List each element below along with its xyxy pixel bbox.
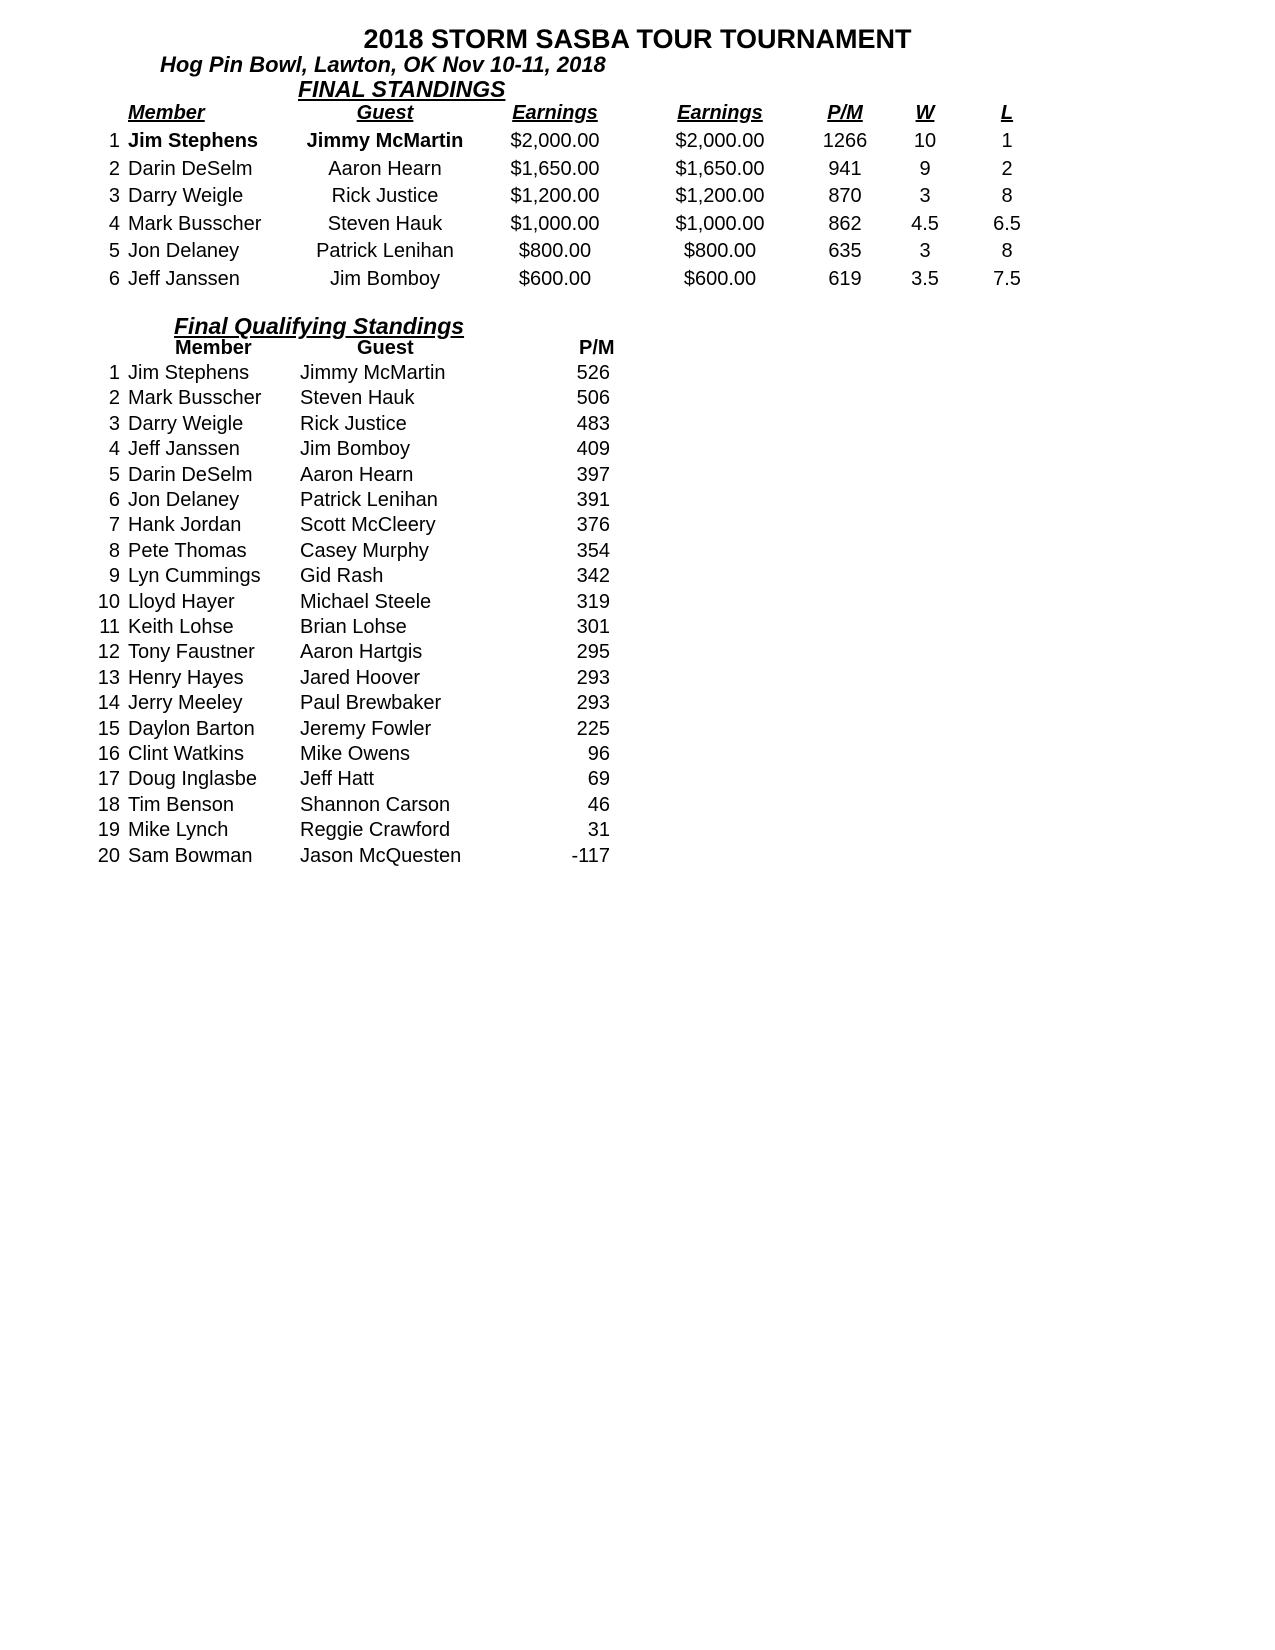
table-row [0,514,700,538]
w-cell: 3 [919,185,931,207]
earnings-1-cell: $1,650.00 [510,158,600,180]
header-pm: P/M [579,337,615,359]
member-cell: Keith Lohse [128,616,234,638]
table-row [0,591,700,615]
guest-cell: Jim Bomboy [329,268,441,290]
rank-cell: 6 [108,268,120,290]
rank-cell: 4 [108,438,120,460]
pm-cell: 69 [587,768,610,790]
member-cell: Jon Delaney [128,240,240,262]
guest-cell: Steven Hauk [327,213,443,235]
pm-cell: 635 [828,240,862,262]
earnings-2-cell: $1,200.00 [675,185,765,207]
earnings-2-cell: $2,000.00 [675,130,765,152]
w-cell: 10 [913,130,937,152]
rank-cell: 8 [108,540,120,562]
table-row [0,794,700,818]
table-row [0,413,700,437]
member-cell: Darin DeSelm [128,158,253,180]
guest-cell: Steven Hauk [300,387,415,409]
member-cell: Jeff Janssen [128,438,240,460]
w-cell: 3.5 [911,268,939,290]
rank-cell: 3 [108,185,120,207]
pm-cell: -117 [571,845,610,867]
member-cell: Jim Stephens [128,362,250,384]
pm-cell: 46 [587,794,610,816]
rank-cell: 11 [99,616,120,638]
pm-cell: 483 [576,413,610,435]
table-row [0,213,1275,237]
table-row [0,845,700,869]
l-cell: 6.5 [993,213,1021,235]
w-cell: 4.5 [911,213,939,235]
guest-cell: Scott McCleery [300,514,436,536]
earnings-2-cell: $600.00 [683,268,757,290]
guest-cell: Paul Brewbaker [300,692,442,714]
member-cell: Darin DeSelm [128,464,253,486]
earnings-2-cell: $1,650.00 [675,158,765,180]
pm-cell: 293 [576,667,610,689]
qualifying-standings-header-row [0,337,700,361]
guest-cell: Rick Justice [300,413,407,435]
page-title: 2018 STORM SASBA TOUR TOURNAMENT [363,24,912,54]
rank-cell: 17 [97,768,120,790]
guest-cell: Jason McQuesten [300,845,462,867]
member-cell: Hank Jordan [128,514,242,536]
member-cell: Mark Busscher [128,387,262,409]
header-guest: Guest [357,337,414,359]
guest-cell: Aaron Hartgis [300,641,423,663]
pm-cell: 301 [576,616,610,638]
member-cell: Henry Hayes [128,667,244,689]
table-row [0,362,700,386]
table-row [0,641,700,665]
member-cell: Mike Lynch [128,819,229,841]
w-cell: 9 [919,158,931,180]
pm-cell: 295 [576,641,610,663]
earnings-2-cell: $800.00 [683,240,757,262]
guest-cell: Rick Justice [331,185,439,207]
guest-cell: Jimmy McMartin [300,362,446,384]
pm-cell: 397 [576,464,610,486]
table-row [0,692,700,716]
guest-cell: Aaron Hearn [328,158,442,180]
rank-cell: 19 [97,819,120,841]
pm-cell: 526 [576,362,610,384]
pm-cell: 225 [576,718,610,740]
rank-cell: 15 [97,718,120,740]
table-row [0,387,700,411]
rank-cell: 5 [108,464,120,486]
table-row [0,438,700,462]
header-guest: Guest [356,102,414,124]
rank-cell: 2 [108,158,120,180]
guest-cell: Casey Murphy [300,540,429,562]
pm-cell: 619 [828,268,862,290]
pm-cell: 319 [576,591,610,613]
rank-cell: 1 [108,130,120,152]
rank-cell: 14 [97,692,120,714]
table-row [0,616,700,640]
rank-cell: 16 [97,743,120,765]
header-pm: P/M [827,102,863,124]
rank-cell: 12 [97,641,120,663]
member-cell: Sam Bowman [128,845,253,867]
l-cell: 8 [1001,240,1013,262]
rank-cell: 6 [108,489,120,511]
rank-cell: 9 [108,565,120,587]
member-cell: Lloyd Hayer [128,591,235,613]
table-row [0,768,700,792]
header-earnings-2: Earnings [677,102,763,124]
table-row [0,464,700,488]
guest-cell: Jim Bomboy [300,438,411,460]
qualifying-standings-heading: Final Qualifying Standings [174,313,465,339]
earnings-2-cell: $1,000.00 [675,213,765,235]
member-cell: Pete Thomas [128,540,247,562]
table-row [0,540,700,564]
pm-cell: 342 [576,565,610,587]
member-cell: Tim Benson [128,794,234,816]
table-row [0,158,1275,182]
header-l: L [1000,102,1014,124]
pm-cell: 96 [587,743,610,765]
guest-cell: Reggie Crawford [300,819,451,841]
member-cell: Tony Faustner [128,641,255,663]
earnings-1-cell: $2,000.00 [510,130,600,152]
pm-cell: 31 [587,819,610,841]
member-cell: Jim Stephens [128,130,259,152]
pm-cell: 409 [576,438,610,460]
guest-cell: Jimmy McMartin [306,130,464,152]
table-row [0,667,700,691]
final-standings-header-row [0,102,1275,126]
guest-cell: Michael Steele [300,591,432,613]
pm-cell: 941 [828,158,862,180]
l-cell: 1 [1001,130,1013,152]
final-standings-heading: FINAL STANDINGS [298,76,506,102]
guest-cell: Shannon Carson [300,794,451,816]
table-row [0,819,700,843]
table-row [0,565,700,589]
guest-cell: Patrick Lenihan [300,489,438,511]
earnings-1-cell: $800.00 [518,240,592,262]
rank-cell: 4 [108,213,120,235]
table-row [0,240,1275,264]
pm-cell: 862 [828,213,862,235]
header-member: Member [128,102,205,124]
l-cell: 7.5 [993,268,1021,290]
table-row [0,743,700,767]
w-cell: 3 [919,240,931,262]
rank-cell: 3 [108,413,120,435]
header-w: W [915,102,935,124]
rank-cell: 1 [108,362,120,384]
earnings-1-cell: $1,200.00 [510,185,600,207]
rank-cell: 7 [108,514,120,536]
l-cell: 8 [1001,185,1013,207]
member-cell: Darry Weigle [128,185,244,207]
earnings-1-cell: $600.00 [518,268,592,290]
member-cell: Darry Weigle [128,413,244,435]
guest-cell: Aaron Hearn [300,464,414,486]
header-member: Member [175,337,252,359]
member-cell: Doug Inglasbe [128,768,257,790]
rank-cell: 13 [97,667,120,689]
event-subtitle: Hog Pin Bowl, Lawton, OK Nov 10-11, 2018 [160,52,606,77]
member-cell: Jeff Janssen [128,268,240,290]
pm-cell: 293 [576,692,610,714]
member-cell: Daylon Barton [128,718,255,740]
header-earnings-1: Earnings [512,102,598,124]
l-cell: 2 [1001,158,1013,180]
member-cell: Jerry Meeley [128,692,243,714]
rank-cell: 10 [97,591,120,613]
guest-cell: Jeremy Fowler [300,718,432,740]
guest-cell: Mike Owens [300,743,411,765]
pm-cell: 354 [576,540,610,562]
rank-cell: 20 [97,845,120,867]
guest-cell: Jeff Hatt [300,768,375,790]
member-cell: Mark Busscher [128,213,262,235]
table-row [0,130,1275,154]
member-cell: Jon Delaney [128,489,240,511]
pm-cell: 1266 [822,130,868,152]
earnings-1-cell: $1,000.00 [510,213,600,235]
table-row [0,718,700,742]
pm-cell: 376 [576,514,610,536]
table-row [0,489,700,513]
table-row [0,185,1275,209]
pm-cell: 870 [828,185,862,207]
member-cell: Clint Watkins [128,743,244,765]
guest-cell: Gid Rash [300,565,384,587]
guest-cell: Patrick Lenihan [316,240,454,262]
guest-cell: Brian Lohse [300,616,407,638]
pm-cell: 506 [576,387,610,409]
rank-cell: 2 [108,387,120,409]
guest-cell: Jared Hoover [300,667,421,689]
table-row [0,268,1275,292]
pm-cell: 391 [576,489,610,511]
rank-cell: 18 [97,794,120,816]
rank-cell: 5 [108,240,120,262]
member-cell: Lyn Cummings [128,565,261,587]
